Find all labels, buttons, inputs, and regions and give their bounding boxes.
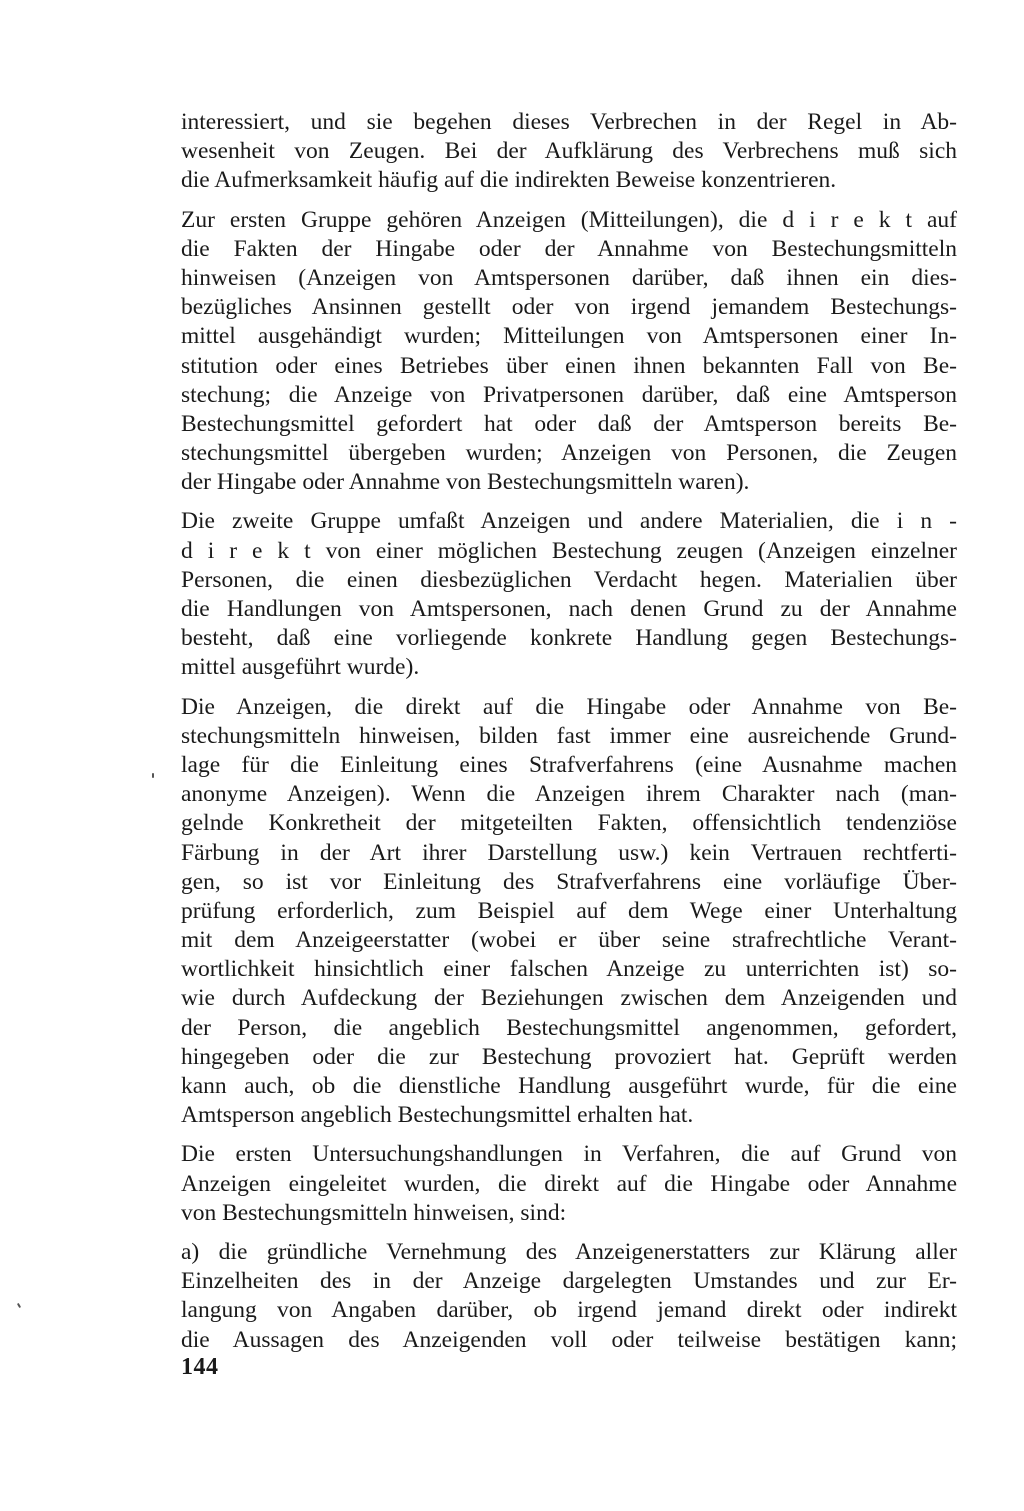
- text-line: Zur ersten Gruppe gehören Anzeigen (Mitteilungen), die d i r e k t auf: [181, 206, 957, 233]
- paragraph-6: [181, 1238, 957, 1355]
- page-number: 144: [181, 1354, 219, 1380]
- text-line: a) die gründliche Vernehmung des Anzeigenerstatters zur Klärung aller: [181, 1238, 957, 1265]
- text-line: kann auch, ob die dienstliche Handlung ausgeführt wurde, für die eine: [181, 1073, 957, 1099]
- text-line: Bestechungsmittel gefordert hat oder daß der Amtsperson bereits Be-: [181, 410, 957, 437]
- text-line: die Fakten der Hingabe oder der Annahme von Bestechungsmitteln: [181, 235, 957, 262]
- text-line: Anzeigen eingeleitet wurden, die direkt auf die Hingabe oder Annahme: [181, 1170, 957, 1197]
- text-line: die Handlungen von Amtspersonen, nach denen Grund zu der Annahme: [181, 596, 957, 622]
- text-line: mittel ausgehändigt wurden; Mitteilungen von Amtspersonen einer In-: [181, 323, 957, 350]
- text-line: die Aussagen des Anzeigenden voll oder teilweise bestätigen kann;: [181, 1326, 957, 1353]
- text-line: mit dem Anzeigeerstatter (wobei er über seine strafrechtliche Verant-: [181, 927, 957, 954]
- text-line: wortlichkeit hinsichtlich einer falschen Anzeige zu unterrichten ist) so-: [181, 956, 957, 983]
- paragraph-4: [181, 693, 957, 1131]
- text-line: langung von Angaben darüber, ob irgend jemand direkt oder indirekt: [181, 1297, 957, 1324]
- text-line: hingegeben oder die zur Bestechung provoziert hat. Geprüft werden: [181, 1043, 957, 1070]
- text-line: Die zweite Gruppe umfaßt Anzeigen und andere Materialien, die i n -: [181, 508, 957, 535]
- text-line: wesenheit von Zeugen. Bei der Aufklärung des Verbrechens muß sich: [181, 138, 957, 165]
- text-line: der Hingabe oder Annahme von Bestechungsmitteln waren).: [181, 469, 750, 496]
- text-line: stechungsmitteln hinweisen, bilden fast immer eine ausreichende Grund-: [181, 722, 957, 749]
- text-line: Die ersten Untersuchungshandlungen in Verfahren, die auf Grund von: [181, 1141, 957, 1168]
- text-line: stechung; die Anzeige von Privatpersonen darüber, daß eine Amtsperson: [181, 381, 957, 408]
- text-line: gen, so ist vor Einleitung des Strafverfahrens eine vorläufige Über-: [181, 868, 957, 895]
- text-line: Färbung in der Art ihrer Darstellung usw.) kein Vertrauen rechtferti-: [181, 839, 957, 866]
- page-body: [181, 108, 957, 1365]
- text-line: prüfung erforderlich, zum Beispiel auf dem Wege einer Unterhaltung: [181, 897, 957, 924]
- text-line: Amtsperson angeblich Bestechungsmittel erhalten hat.: [181, 1102, 694, 1129]
- text-line: stitution oder eines Betriebes über einen ihnen bekannten Fall von Be-: [181, 352, 957, 379]
- text-line: d i r e k t von einer möglichen Bestechung zeugen (Anzeigen einzelner: [181, 537, 957, 564]
- text-line: gelnde Konkretheit der mitgeteilten Fakten, offensichtlich tendenziöse: [181, 810, 957, 837]
- text-line: besteht, daß eine vorliegende konkrete Handlung gegen Bestechungs-: [181, 625, 957, 652]
- text-line: mittel ausgeführt wurde).: [181, 654, 420, 681]
- text-line: Personen, die einen diesbezüglichen Verdacht hegen. Materialien über: [181, 566, 957, 593]
- paragraph-1: [181, 108, 957, 196]
- paragraph-3: [181, 507, 957, 682]
- text-line: Einzelheiten des in der Anzeige dargelegten Umstandes und zur Er-: [181, 1268, 957, 1295]
- text-line: bezügliches Ansinnen gestellt oder von irgend jemandem Bestechungs-: [181, 294, 957, 321]
- text-line: die Aufmerksamkeit häufig auf die indirekten Beweise konzentrieren.: [181, 167, 837, 194]
- text-line: hinweisen (Anzeigen von Amtspersonen darüber, daß ihnen ein dies-: [181, 264, 957, 291]
- text-line: von Bestechungsmitteln hinweisen, sind:: [181, 1199, 567, 1226]
- text-line: lage für die Einleitung eines Strafverfahrens (eine Ausnahme machen: [181, 751, 957, 778]
- scan-speck: [152, 773, 154, 778]
- scan-speck: [17, 1303, 21, 1308]
- paragraph-2: [181, 206, 957, 498]
- text-line: anonyme Anzeigen). Wenn die Anzeigen ihrem Charakter nach (man-: [181, 781, 957, 808]
- paragraph-5: [181, 1140, 957, 1228]
- text-line: Die Anzeigen, die direkt auf die Hingabe oder Annahme von Be-: [181, 693, 957, 720]
- text-line: der Person, die angeblich Bestechungsmittel angenommen, gefordert,: [181, 1014, 957, 1041]
- text-line: interessiert, und sie begehen dieses Verbrechen in der Regel in Ab-: [181, 109, 957, 135]
- text-line: wie durch Aufdeckung der Beziehungen zwischen dem Anzeigenden und: [181, 985, 957, 1012]
- text-line: stechungsmittel übergeben wurden; Anzeigen von Personen, die Zeugen: [181, 440, 957, 467]
